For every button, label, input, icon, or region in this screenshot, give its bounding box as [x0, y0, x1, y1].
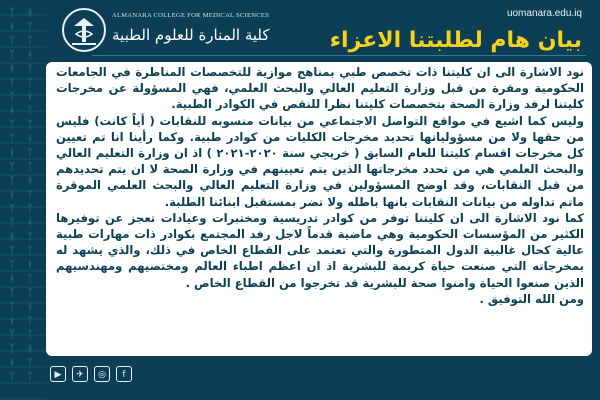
header-divider — [92, 55, 586, 56]
paragraph-1: نود الاشارة الى ان كليتنا ذات تخصص طبي بمناهج موازية للتخصصات المناظرة في الجامعات الحكومية ومقرة من قبل وزارة التعليم العالي والبحث العلمي، فهي المسؤولة عن مخرجات كليتنا لرفد وزارة الصحة بتخصصات كليتنا نظرا للنقص في الكوادر الطبية. — [56, 65, 584, 112]
instagram-icon[interactable]: ◎ — [94, 366, 110, 382]
website-url[interactable]: uomanara.edu.iq — [506, 8, 582, 19]
college-name-arabic: كلية المنارة للعلوم الطبية — [112, 26, 270, 44]
paragraph-4: ومن الله التوفيق . — [479, 291, 584, 306]
decorative-pattern-strip — [0, 0, 46, 400]
college-logo — [60, 4, 270, 56]
college-name-english: ALMANARA COLLEGE FOR MEDICAL SCIENCES — [112, 12, 270, 19]
announcement-title: بيان هام لطلبتنا الاعزاء — [329, 28, 582, 53]
decorative-glyph-column: ᚼ ᛘ ᛉ ᚼ ᛘ ᛉ ᚼ ᛘ ᛉ ᚼ ᛘ ᛉ ᚼ ᛘ ᛉ ᚼ ᛘ ᛉ ᚼ ᛘ ᛉ ᚼ ᛘ ᛉ ᚼ ᛘ ᛉ — [26, 6, 34, 383]
announcement-body — [56, 64, 584, 354]
paragraph-2: وليس كما اشيع في مواقع التواصل الاجتماعي من بيانات منسوبه للنقابات ( أياً كانت) فليس من حقها ولا من مسؤولياتها تحديد مخرجات الكليات من كوادر طبية. وكما رأينا انا تم تعيين كل مخرجات اقسام كليتنا للعام السابق ( خريجي سنة ٢٠٢٠-٢٠٢١ ) اذ ان وزارة التعليم العالي والبحث العلمي هي من تحدد مخرجاتها الذين يتم تعيينهم في وزارة الصحة لا ان يتم تحديدهم من قبل النقابات، وقد اوضح المسؤولين في وزارة التعليم العالي والبحث العلمي الموقرة ماتم تداوله من بيانات النقابات بانها باطله ولا تضر بمستقبل ابنائنا الطلبة. — [56, 113, 585, 209]
paragraph-3: كما نود الاشارة الى ان كليتنا توفر من كوادر تدريسية ومختبرات وعيادات تعجز عن توفيرها الكثير من المؤسسات الحكومية وهي ماضية قدماً لاجل رفد المجتمع بكوادر ذات مهارات طبية عالية كحال غالبية الدول المتطورة والتي تعتمد على القطاع الخاص في ذلك، والذي يشهد له بمخرجاته التي صنعت حياة كريمة للبشرية اذ ان اعظم اطباء العالم ومختصيهم ومهندسيهم الذين صنعوا الحياة وامنوا صحة للبشرية قد تخرجوا من القطاع الخاص . — [56, 210, 584, 290]
college-emblem-icon — [60, 6, 108, 54]
social-links — [50, 366, 132, 382]
youtube-icon[interactable]: ▶ — [50, 366, 66, 382]
decorative-glyph-column: ᛉ ᚼ ᛘ ᛉ ᚼ ᛘ ᛉ ᚼ ᛘ ᛉ ᚼ ᛘ ᛉ ᚼ ᛘ ᛉ ᚼ ᛘ ᛉ ᚼ ᛘ ᛉ ᚼ ᛘ ᛉ ᚼ ᛘ — [8, 6, 16, 383]
facebook-icon[interactable]: f — [116, 366, 132, 382]
telegram-icon[interactable]: ✈ — [72, 366, 88, 382]
